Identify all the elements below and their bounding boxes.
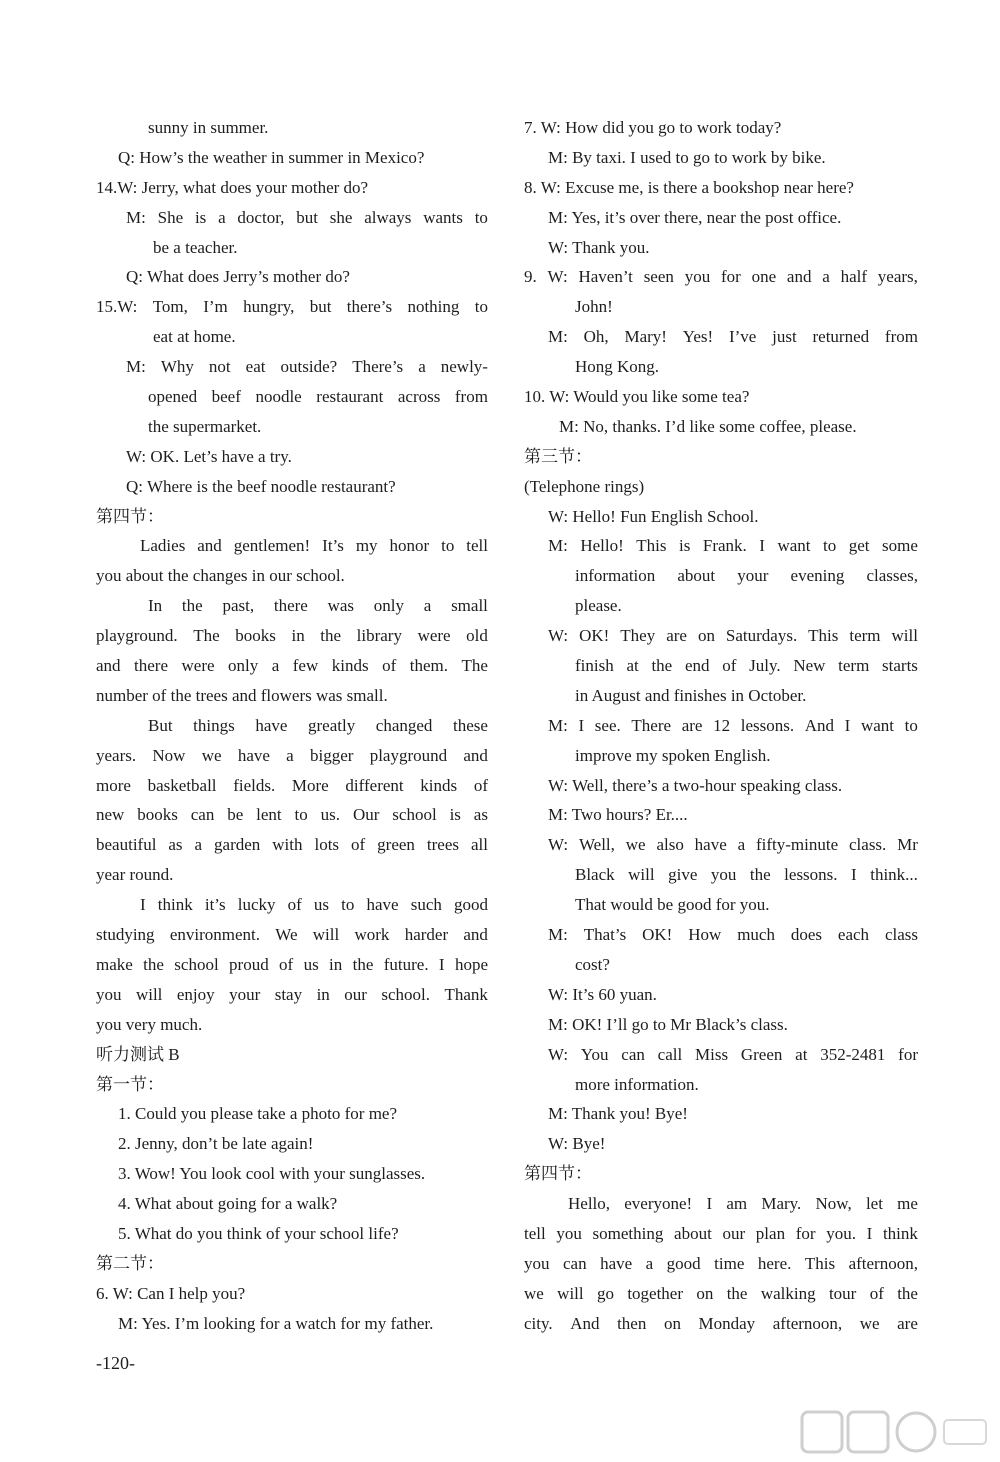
text-line: W: You can call Miss Green at 352-2481 for	[548, 1044, 918, 1064]
left-column	[96, 113, 488, 1339]
text-line: But things have greatly changed these	[148, 715, 488, 735]
text-line: 第一节：	[96, 1074, 164, 1094]
text-line: (Telephone rings)	[524, 476, 645, 496]
text-line: M: That’s OK! How much does each class	[548, 925, 918, 945]
text-line: W: Well, we also have a fifty-minute class. Mr	[548, 835, 918, 855]
text-line: 第三节：	[524, 446, 592, 466]
text-line: 10. W: Would you like some tea?	[524, 387, 750, 407]
text-line: eat at home.	[153, 327, 236, 347]
watermark-logo	[800, 1410, 990, 1454]
text-line: 15.W: Tom, I’m hungry, but there’s nothing to	[96, 297, 488, 317]
text-line: finish at the end of July. New term starts	[575, 656, 918, 676]
text-line: W: Bye!	[548, 1134, 606, 1154]
text-line: M: Yes, it’s over there, near the post office.	[548, 207, 842, 227]
text-line: M: I see. There are 12 lessons. And I want to	[548, 715, 918, 735]
text-line: In the past, there was only a small	[148, 596, 488, 616]
text-line: sunny in summer.	[148, 118, 269, 137]
text-line: M: Oh, Mary! Yes! I’ve just returned from	[548, 327, 918, 347]
text-line: M: She is a doctor, but she always wants to	[126, 207, 488, 227]
text-line: M: No, thanks. I’d like some coffee, please.	[559, 416, 857, 436]
text-line: M: Two hours? Er....	[548, 805, 688, 825]
text-line: 3. Wow! You look cool with your sunglasses.	[118, 1164, 426, 1184]
text-line: That would be good for you.	[575, 895, 770, 915]
text-line: improve my spoken English.	[575, 745, 771, 765]
text-line: tell you something about our plan for you. I think	[524, 1223, 918, 1243]
text-line: more basketball fields. More different kinds of	[96, 775, 488, 795]
text-line: 4. What about going for a walk?	[118, 1194, 338, 1214]
text-line: 5. What do you think of your school life?	[118, 1223, 399, 1243]
text-line: W: Well, there’s a two-hour speaking class.	[548, 775, 843, 795]
right-column	[524, 113, 918, 1339]
text-line: I think it’s lucky of us to have such good	[140, 895, 488, 915]
text-line: you very much.	[96, 1014, 203, 1034]
text-line: 第四节：	[524, 1164, 592, 1184]
text-line: 1. Could you please take a photo for me?	[118, 1104, 398, 1124]
text-line: studying environment. We will work harder and	[96, 925, 488, 945]
text-line: John!	[575, 297, 613, 317]
text-line: number of the trees and flowers was small.	[96, 685, 388, 705]
text-line: W: OK. Let’s have a try.	[126, 446, 292, 466]
text-line: 6. W: Can I help you?	[96, 1283, 246, 1303]
text-line: the supermarket.	[148, 416, 262, 436]
text-line: 14.W: Jerry, what does your mother do?	[96, 177, 369, 197]
text-line: Ladies and gentlemen! It’s my honor to tell	[140, 536, 488, 556]
text-line: M: Thank you! Bye!	[548, 1104, 688, 1124]
text-line: M: By taxi. I used to go to work by bike.	[548, 147, 826, 167]
text-line: beautiful as a garden with lots of green trees all	[96, 835, 488, 855]
text-line: W: Hello! Fun English School.	[548, 506, 759, 526]
text-line: you can have a good time here. This afternoon,	[524, 1253, 918, 1273]
text-line: you about the changes in our school.	[96, 566, 345, 586]
text-line: W: OK! They are on Saturdays. This term will	[548, 626, 918, 646]
text-line: be a teacher.	[153, 237, 238, 257]
text-line: Hello, everyone! I am Mary. Now, let me	[568, 1194, 918, 1214]
text-line: M: OK! I’ll go to Mr Black’s class.	[548, 1014, 788, 1034]
text-line: please.	[575, 596, 622, 616]
text-line: M: Yes. I’m looking for a watch for my father.	[118, 1313, 434, 1333]
text-line: Black will give you the lessons. I think...	[575, 865, 918, 885]
text-line: W: Thank you.	[548, 237, 650, 257]
text-line: 第四节：	[96, 506, 164, 526]
text-line: make the school proud of us in the future. I hope	[96, 954, 488, 974]
text-line: M: Hello! This is Frank. I want to get some	[548, 536, 918, 556]
text-line: more information.	[575, 1074, 699, 1094]
text-line: in August and finishes in October.	[575, 685, 807, 705]
text-line: 7. W: How did you go to work today?	[524, 118, 782, 137]
text-line: Q: How’s the weather in summer in Mexico?	[118, 147, 425, 167]
text-line: M: Why not eat outside? There’s a newly-	[126, 357, 488, 377]
text-line: city. And then on Monday afternoon, we are	[524, 1313, 918, 1333]
text-line: 第二节：	[96, 1253, 164, 1273]
page-number: -120-	[96, 1353, 135, 1373]
text-line: and there were only a few kinds of them. The	[96, 656, 488, 676]
text-line: information about your evening classes,	[575, 566, 918, 586]
text-line: playground. The books in the library were old	[96, 626, 488, 646]
text-line: 9. W: Haven’t seen you for one and a half years,	[524, 267, 918, 287]
text-line: cost?	[575, 954, 610, 974]
text-line: year round.	[96, 865, 174, 885]
text-line: Q: Where is the beef noodle restaurant?	[126, 476, 396, 496]
text-line: Q: What does Jerry’s mother do?	[126, 267, 350, 287]
text-line: we will go together on the walking tour of the	[524, 1283, 918, 1303]
text-line: Hong Kong.	[575, 357, 660, 377]
text-line: W: It’s 60 yuan.	[548, 984, 657, 1004]
text-line: years. Now we have a bigger playground and	[96, 745, 488, 765]
text-line: opened beef noodle restaurant across from	[148, 387, 488, 407]
text-line: 听力测试 B	[96, 1044, 180, 1064]
text-line: new books can be lent to us. Our school is as	[96, 805, 488, 825]
text-line: 2. Jenny, don’t be late again!	[118, 1134, 314, 1154]
text-line: 8. W: Excuse me, is there a bookshop near here?	[524, 177, 854, 197]
text-line: you will enjoy your stay in our school. Thank	[96, 984, 488, 1004]
